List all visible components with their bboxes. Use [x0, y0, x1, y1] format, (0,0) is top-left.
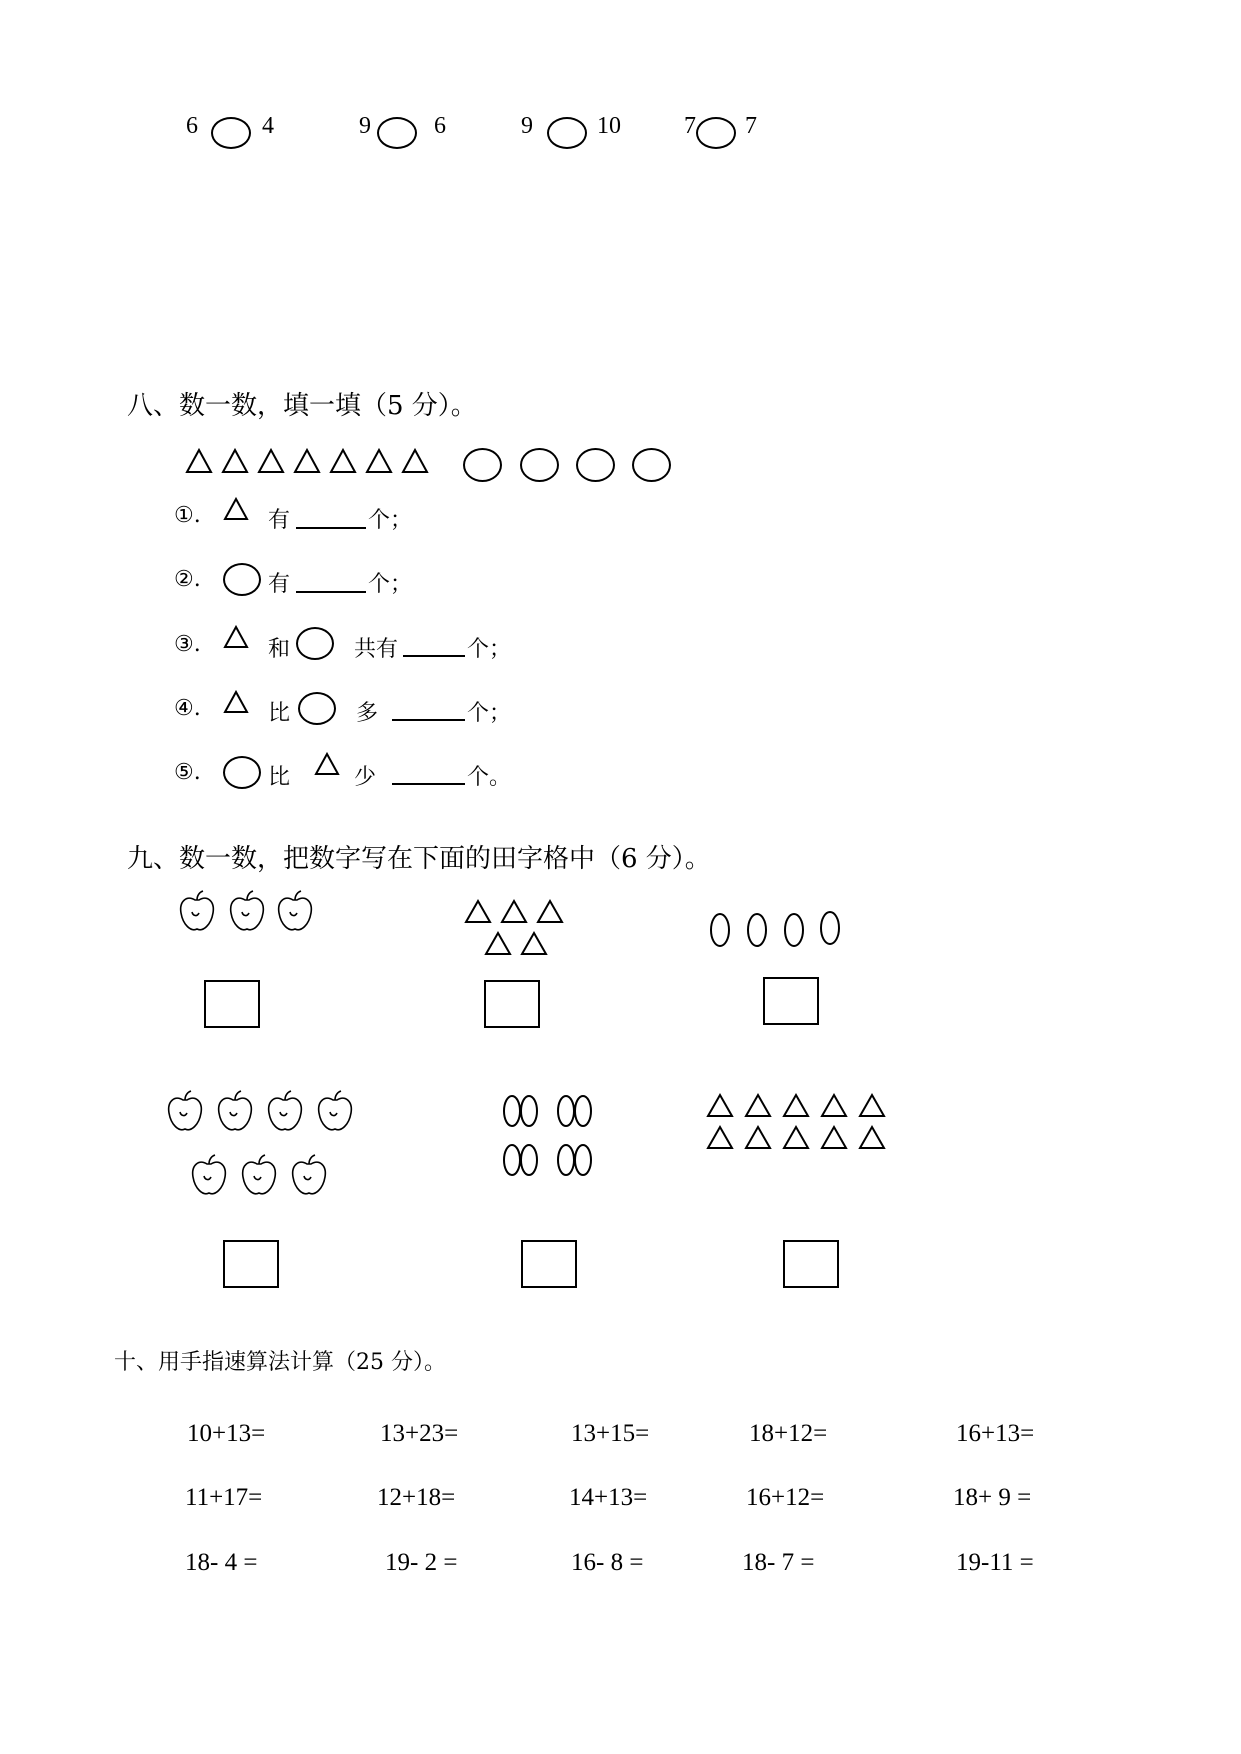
triangle-icon: [367, 450, 391, 472]
compare-left-3: 9: [521, 113, 533, 139]
item-suffix: 个；: [368, 508, 413, 533]
apple-icon: [169, 1091, 202, 1130]
item-text: 少: [354, 765, 377, 790]
answer-blank[interactable]: [296, 569, 366, 593]
answer-blank[interactable]: [296, 505, 366, 529]
item-text: 和: [268, 637, 291, 662]
compare-right-1: 4: [262, 113, 274, 139]
circle-icon: [223, 563, 261, 596]
compare-right-4: 7: [745, 113, 757, 139]
circle-icon: [520, 448, 559, 482]
section8-title: 八、数一数，填一填（5 分）。: [127, 391, 477, 421]
apple-icon: [293, 1155, 326, 1194]
calc-expression: 14+13=: [569, 1484, 648, 1511]
apple-group-4: [166, 1088, 362, 1198]
double-oval-icon: [558, 1145, 591, 1175]
triangle-icon: [502, 901, 526, 922]
apple-icon: [219, 1091, 252, 1130]
triangle-group-6: [706, 1092, 892, 1152]
triangle-icon: [403, 450, 427, 472]
oval-icon: [711, 914, 729, 946]
item-suffix: 个；: [467, 637, 512, 662]
triangle-icon: [223, 450, 247, 472]
compare-circle-4[interactable]: [696, 117, 736, 149]
answer-box-2[interactable]: [484, 980, 540, 1028]
item-marker: ②.: [174, 567, 201, 592]
item-text: 多: [356, 701, 379, 726]
item-marker: ③.: [174, 632, 201, 657]
oval-icon: [821, 912, 839, 944]
compare-circle-1[interactable]: [211, 117, 251, 149]
compare-right-2: 6: [434, 113, 446, 139]
triangle-icon: [746, 1095, 770, 1116]
apple-icon: [243, 1155, 276, 1194]
apple-icon: [193, 1155, 226, 1194]
item-text: 共有: [354, 637, 399, 662]
item-text: 有: [268, 508, 291, 533]
triangle-icon: [822, 1095, 846, 1116]
calc-expression: 18+12=: [749, 1420, 828, 1447]
calc-expression: 11+17=: [185, 1484, 263, 1511]
triangle-icon: [784, 1095, 808, 1116]
answer-box-5[interactable]: [521, 1240, 577, 1288]
calc-expression: 16+12=: [746, 1484, 825, 1511]
triangle-row: [185, 446, 435, 478]
compare-circle-3[interactable]: [547, 117, 587, 149]
calc-expression: 13+15=: [571, 1420, 650, 1447]
answer-blank[interactable]: [392, 761, 465, 785]
apple-icon: [269, 1091, 302, 1130]
triangle-icon: [295, 450, 319, 472]
triangle-icon: [860, 1127, 884, 1148]
apple-icon: [279, 891, 312, 930]
answer-box-6[interactable]: [783, 1240, 839, 1288]
item-marker: ④.: [174, 696, 201, 721]
apple-group-1: [176, 890, 316, 936]
triangle-icon: [187, 450, 211, 472]
triangle-icon: [466, 901, 490, 922]
triangle-group-2: [464, 898, 574, 956]
answer-blank[interactable]: [403, 633, 465, 657]
double-oval-group-5: [502, 1092, 606, 1184]
triangle-icon: [708, 1095, 732, 1116]
compare-right-3: 10: [597, 113, 621, 139]
circle-icon: [463, 448, 502, 482]
double-oval-icon: [558, 1096, 591, 1126]
apple-icon: [319, 1091, 352, 1130]
triangle-icon: [538, 901, 562, 922]
oval-icon: [748, 914, 766, 946]
item-text: 有: [268, 572, 291, 597]
item-text: 比: [268, 765, 291, 790]
circle-icon: [576, 448, 615, 482]
apple-icon: [181, 891, 214, 930]
compare-left-1: 6: [186, 113, 198, 139]
compare-left-2: 9: [359, 113, 371, 139]
triangle-icon: [784, 1127, 808, 1148]
triangle-icon: [223, 625, 251, 651]
answer-box-3[interactable]: [763, 977, 819, 1025]
double-oval-icon: [504, 1145, 537, 1175]
triangle-icon: [746, 1127, 770, 1148]
calc-expression: 19-11 =: [956, 1549, 1034, 1576]
item-marker: ①.: [174, 503, 201, 528]
circle-icon: [296, 627, 334, 660]
calc-expression: 16- 8 =: [571, 1549, 644, 1576]
calc-expression: 13+23=: [380, 1420, 459, 1447]
triangle-icon: [822, 1127, 846, 1148]
calc-expression: 19- 2 =: [385, 1549, 458, 1576]
answer-box-1[interactable]: [204, 980, 260, 1028]
triangle-icon: [314, 752, 342, 778]
calc-expression: 16+13=: [956, 1420, 1035, 1447]
item-marker: ⑤.: [174, 760, 201, 785]
answer-box-4[interactable]: [223, 1240, 279, 1288]
circle-icon: [632, 448, 671, 482]
section9-title: 九、数一数，把数字写在下面的田字格中（6 分）。: [127, 844, 711, 874]
triangle-icon: [860, 1095, 884, 1116]
triangle-icon: [708, 1127, 732, 1148]
calc-expression: 12+18=: [377, 1484, 456, 1511]
item-suffix: 个。: [467, 765, 512, 790]
triangle-icon: [486, 933, 510, 954]
circle-icon: [298, 692, 336, 725]
answer-blank[interactable]: [392, 697, 465, 721]
calc-expression: 18- 4 =: [185, 1549, 258, 1576]
compare-left-4: 7: [684, 113, 696, 139]
double-oval-icon: [504, 1096, 537, 1126]
calc-expression: 18+ 9 =: [953, 1484, 1032, 1511]
item-suffix: 个；: [467, 701, 512, 726]
triangle-icon: [259, 450, 283, 472]
item-text: 比: [268, 701, 291, 726]
triangle-icon: [522, 933, 546, 954]
circle-icon: [223, 756, 261, 789]
calc-expression: 18- 7 =: [742, 1549, 815, 1576]
calc-expression: 10+13=: [187, 1420, 266, 1447]
triangle-icon: [223, 497, 251, 523]
item-suffix: 个；: [368, 572, 413, 597]
triangle-icon: [223, 690, 251, 716]
oval-group-3: [708, 910, 844, 952]
oval-icon: [785, 914, 803, 946]
section10-title: 十、用手指速算法计算（25 分）。: [114, 1350, 446, 1375]
apple-icon: [231, 891, 264, 930]
triangle-icon: [331, 450, 355, 472]
compare-circle-2[interactable]: [377, 117, 417, 149]
